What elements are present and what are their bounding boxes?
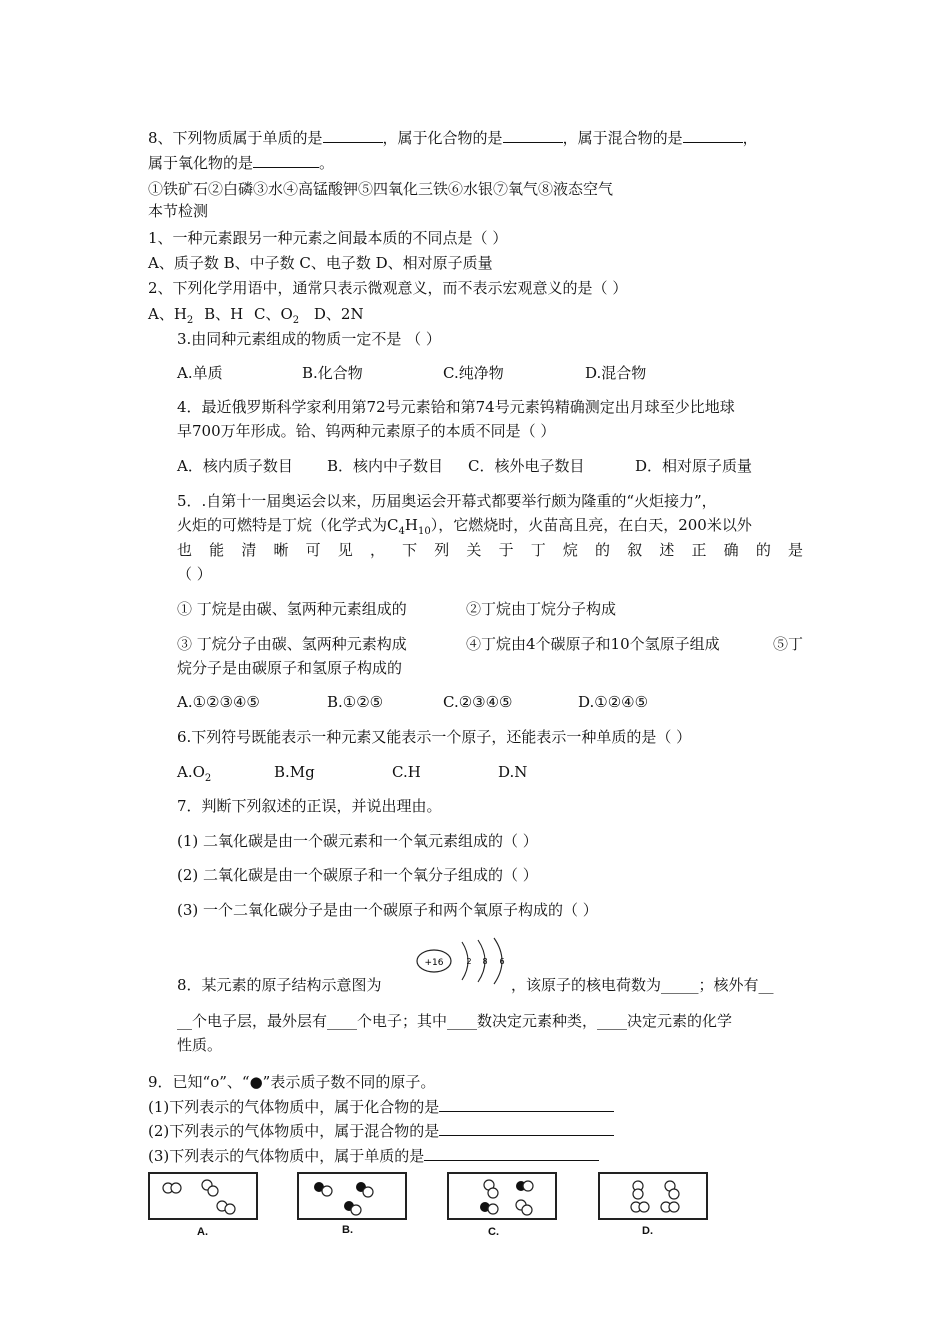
- q5-statement-4: ④丁烷由4个碳原子和10个氢原子组成: [466, 635, 720, 653]
- q1-options: A、质子数 B、中子数 C、电子数 D、相对原子质量: [148, 254, 493, 272]
- q9-sub1: [148, 1095, 614, 1119]
- q4-option-a: A．核内质子数目: [177, 457, 293, 475]
- q8a-line1: [148, 126, 758, 150]
- q5-option-a: A.①②③④⑤: [177, 693, 260, 711]
- q5-statement-5a: ⑤丁: [773, 635, 804, 653]
- particle-box-d: [598, 1172, 708, 1220]
- q6-stem: 6.下列符号既能表示一种元素又能表示一个原子，还能表示一种单质的是（ ）: [177, 728, 692, 746]
- q8b-line2: __个电子层，最外层有____个电子；其中____数决定元素种类，____决定元素的化学: [177, 1012, 733, 1030]
- answer-blank[interactable]: [424, 1144, 599, 1161]
- q6-option-a-sub: 2: [204, 773, 212, 784]
- box-label-d: D.: [642, 1225, 653, 1237]
- answer-blank[interactable]: [323, 126, 383, 143]
- q9-stem: 9．已知“o”、“●”表示质子数不同的原子。: [148, 1073, 436, 1091]
- q3-stem: 3.由同种元素组成的物质一定不是 （ ）: [177, 330, 441, 348]
- shell-1-count: 2: [466, 957, 472, 966]
- q5-option-c: C.②③④⑤: [443, 693, 513, 711]
- answer-blank[interactable]: [439, 1119, 614, 1136]
- q4-line2: 早700万年形成。铪、钨两种元素原子的本质不同是（ ）: [177, 422, 556, 440]
- atom-structure-diagram: [410, 936, 510, 986]
- q7-stem: 7．判断下列叙述的正误，并说出理由。: [177, 797, 442, 815]
- q5-line2-c: ），它燃烧时，火苗高且亮，在白天，200米以外: [430, 516, 752, 534]
- particle-box-c: [447, 1172, 557, 1220]
- q1-stem: 1、一种元素跟另一种元素之间最本质的不同点是（ ）: [148, 229, 508, 247]
- answer-blank[interactable]: [503, 126, 563, 143]
- q5-option-d: D.①②④⑤: [578, 693, 649, 711]
- q8b-line3: 性质。: [177, 1036, 223, 1054]
- q7-item-3: (3) 一个二氧化碳分子是由一个碳原子和两个氧原子构成的（ ）: [177, 901, 598, 919]
- q7-item-1: (1) 二氧化碳是由一个碳元素和一个氧元素组成的（ ）: [177, 832, 538, 850]
- q5-statement-5b: 烷分子是由碳原子和氢原子构成的: [177, 659, 403, 677]
- q6-option-a-wrap: [177, 760, 211, 784]
- shell-2-count: 8: [482, 957, 488, 966]
- q6-option-a: A.O: [177, 763, 205, 781]
- particle-box-b: [297, 1172, 407, 1220]
- q3-option-a: A.单质: [177, 364, 223, 382]
- q8a-text-5: 属于氧化物的是: [148, 154, 254, 172]
- q5-statement-1: ① 丁烷是由碳、氢两种元素组成的: [177, 600, 407, 618]
- q2-option-b: B、H: [204, 305, 244, 323]
- q8a-text-6: 。: [319, 154, 335, 172]
- box-label-b: B.: [342, 1224, 353, 1236]
- shell-3-count: 6: [499, 957, 505, 966]
- particle-box-a: [148, 1172, 258, 1220]
- q5-line2-sub2: 10: [417, 526, 431, 537]
- box-label-c: C.: [488, 1226, 499, 1238]
- q5-line4: （ ）: [177, 565, 212, 583]
- q6-option-d: D.N: [498, 763, 528, 781]
- q8b-line1-pre: 8．某元素的原子结构示意图为: [177, 976, 382, 994]
- q3-option-b: B.化合物: [302, 364, 363, 382]
- section-title: 本节检测: [148, 202, 209, 220]
- q5-line2: [177, 513, 752, 537]
- answer-blank[interactable]: [253, 151, 319, 168]
- q8a-text-3: ，属于混合物的是: [562, 129, 683, 147]
- particle-diagram-a: [150, 1174, 256, 1218]
- q2-options: [148, 302, 364, 326]
- q9-sub2: [148, 1119, 614, 1143]
- q2-option-a-sub: 2: [186, 315, 194, 326]
- q2-option-d: D、2N: [313, 305, 364, 323]
- q4-line1: 4．最近俄罗斯科学家利用第72号元素铪和第74号元素钨精确测定出月球至少比地球: [177, 398, 735, 416]
- nucleus-charge: +16: [424, 958, 444, 968]
- q4-option-d: D．相对原子质量: [635, 457, 753, 475]
- q2-option-a: A、H: [148, 305, 187, 323]
- q8b-line1-post: ，该原子的核电荷数为_____；核外有__: [511, 976, 774, 994]
- particle-diagram-c: [449, 1174, 555, 1218]
- q7-item-2: (2) 二氧化碳是由一个碳原子和一个氧分子组成的（ ）: [177, 866, 538, 884]
- q5-line2-a: 火炬的可燃特是丁烷（化学式为C: [177, 516, 399, 534]
- box-label-a: A.: [197, 1226, 208, 1238]
- q8a-text-4: ，: [742, 129, 758, 147]
- particle-diagram-d: [600, 1174, 706, 1218]
- q9-sub2-text: (2)下列表示的气体物质中，属于混合物的是: [148, 1122, 440, 1140]
- q5-statement-2: ②丁烷由丁烷分子构成: [466, 600, 617, 618]
- q2-option-c: C、O: [253, 305, 293, 323]
- q9-sub3: [148, 1144, 599, 1168]
- q6-option-c: C.H: [392, 763, 421, 781]
- q5-line2-b: H: [404, 516, 418, 534]
- q2-option-c-sub: 2: [292, 315, 300, 326]
- answer-blank[interactable]: [439, 1095, 614, 1112]
- q4-option-c: C．核外电子数目: [468, 457, 585, 475]
- q4-option-b: B．核内中子数目: [327, 457, 444, 475]
- q8a-items: ①铁矿石②白磷③水④高锰酸钾⑤四氧化三铁⑥水银⑦氧气⑧液态空气: [148, 180, 614, 198]
- q3-option-d: D.混合物: [585, 364, 647, 382]
- particle-diagram-b: [299, 1174, 405, 1218]
- q9-sub1-text: (1)下列表示的气体物质中，属于化合物的是: [148, 1098, 440, 1116]
- q5-line3: 也能清晰可见，下列关于丁烷的叙述正确的是: [177, 541, 805, 559]
- answer-blank[interactable]: [683, 126, 743, 143]
- q8a-text-1: 8、下列物质属于单质的是: [148, 129, 323, 147]
- q3-option-c: C.纯净物: [443, 364, 504, 382]
- q5-statement-3: ③ 丁烷分子由碳、氢两种元素构成: [177, 635, 407, 653]
- q2-stem: 2、下列化学用语中，通常只表示微观意义，而不表示宏观意义的是（ ）: [148, 279, 628, 297]
- q6-option-b: B.Mg: [274, 763, 315, 781]
- q8a-text-2: ，属于化合物的是: [382, 129, 503, 147]
- q5-line1: 5．.自第十一届奥运会以来，历届奥运会开幕式都要举行颇为隆重的“火炬接力”，: [177, 492, 717, 510]
- q5-line2-sub1: 4: [398, 526, 405, 537]
- q5-option-b: B.①②⑤: [327, 693, 384, 711]
- q8a-line2: [148, 151, 334, 175]
- q9-sub3-text: (3)下列表示的气体物质中，属于单质的是: [148, 1147, 425, 1165]
